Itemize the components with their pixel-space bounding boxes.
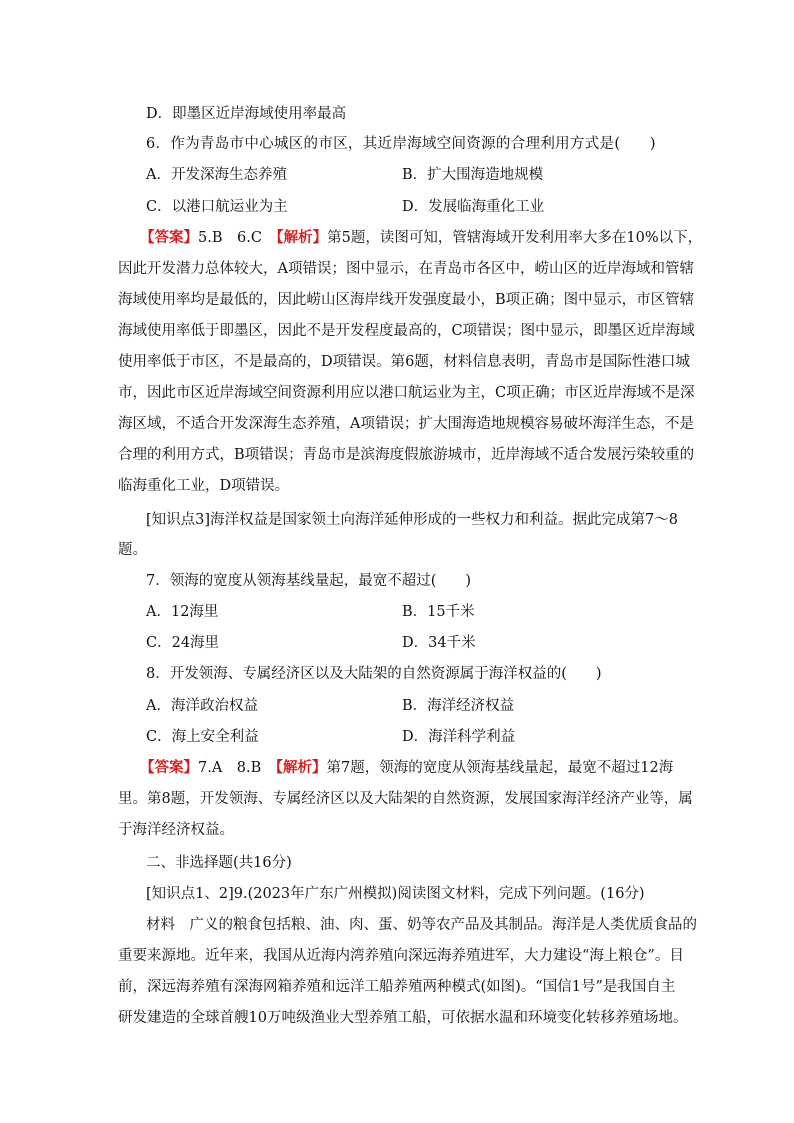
q9-header: [知识点1、2]9.(2023年广东广州模拟)阅读图文材料，完成下列问题。(16分) xyxy=(146,886,645,902)
analysis-line: 因此开发潜力总体较大，A项错误；图中显示，在青岛市各区中，崂山区的近岸海域和管辖 xyxy=(118,261,694,277)
q6-option-b: B．扩大围海造地规模 xyxy=(402,167,544,183)
q8-option-d: D．海洋科学利益 xyxy=(402,729,516,745)
knowledge-point-3: [知识点3]海洋权益是国家领土向海洋延伸形成的一些权力和利益。据此完成第7～8 xyxy=(146,512,678,528)
answer-tag: 【答案】 xyxy=(140,759,198,776)
analysis-line: 使用率低于市区，不是最高的，D项错误。第6题，材料信息表明，青岛市是国际性港口城 xyxy=(118,354,690,370)
answer-7-8-line-1 xyxy=(140,758,700,778)
q6-option-c: C．以港口航运业为主 xyxy=(146,199,288,215)
analysis-line: 于海洋经济权益。 xyxy=(118,822,234,838)
q7-option-d: D．34千米 xyxy=(402,635,476,651)
q9-material-line: 前，深远海养殖有深海网箱养殖和远洋工船养殖两种模式(如图)。“国信1号”是我国自主 xyxy=(118,979,676,995)
analysis-line: 海区域，不适合开发深海生态养殖，A项错误；扩大围海造地规模容易破坏海洋生态，不是 xyxy=(118,416,694,432)
analysis-line: 临海重化工业，D项错误。 xyxy=(118,478,290,494)
q8-option-c: C．海上安全利益 xyxy=(146,729,259,745)
q7-option-c: C．24海里 xyxy=(146,635,220,651)
analysis-line: 里。第8题，开发领海、专属经济区以及大陆架的自然资源，发展国家海洋经济产业等，属 xyxy=(118,791,693,807)
q6-option-d: D．发展临海重化工业 xyxy=(402,199,545,215)
q7-stem: 7．领海的宽度从领海基线量起，最宽不超过( ) xyxy=(146,573,472,589)
q6-stem: 6．作为青岛市中心城区的市区，其近岸海域空间资源的合理利用方式是( ) xyxy=(146,136,656,152)
q6-option-a: A．开发深海生态养殖 xyxy=(146,167,287,183)
q9-material-line: 研发建造的全球首艘10万吨级渔业大型养殖工船，可依据水温和环境变化转移养殖场地。 xyxy=(118,1010,688,1026)
q7-option-b: B．15千米 xyxy=(402,604,475,620)
q5-option-d: D．即墨区近岸海域使用率最高 xyxy=(146,106,347,122)
knowledge-point-3-cont: 题。 xyxy=(118,542,147,558)
analysis-text: 第5题，读图可知，管辖海域开发利用率大多在10%以下， xyxy=(327,230,703,246)
analysis-line: 海域使用率均是最低的，因此崂山区海岸线开发强度最小，B项正确；图中显示，市区管辖 xyxy=(118,292,695,308)
section-heading: 二、非选择题(共16分) xyxy=(146,855,292,871)
q9-material-line: 重要来源地。近年来，我国从近海内湾养殖向深远海养殖进军，大力建设“海上粮仓”。目 xyxy=(118,948,684,964)
analysis-tag: 【解析】 xyxy=(275,759,327,776)
q9-material-line: 材料 广义的粮食包括粮、油、肉、蛋、奶等农产品及其制品。海洋是人类优质食品的 xyxy=(146,917,697,933)
analysis-line: 合理的利用方式，B项错误；青岛市是滨海度假旅游城市，近岸海域不适合发展污染较重的 xyxy=(118,447,695,463)
analysis-line: 市，因此市区近岸海域空间资源利用应以港口航运业为主，C项正确；市区近岸海域不是深 xyxy=(118,385,695,401)
answer-5-6-line-1 xyxy=(140,228,703,248)
answer-tag: 【答案】 xyxy=(140,229,198,246)
analysis-line: 海域使用率低于即墨区，因此不是开发程度最高的，C项错误；图中显示，即墨区近岸海域 xyxy=(118,323,695,339)
analysis-tag: 【解析】 xyxy=(276,229,328,246)
q7-option-a: A．12海里 xyxy=(146,604,219,620)
answer-values: 5.B 6.C xyxy=(198,230,277,246)
q8-stem: 8．开发领海、专属经济区以及大陆架的自然资源属于海洋权益的( ) xyxy=(146,666,602,682)
analysis-text: 第7题，领海的宽度从领海基线量起，最宽不超过12海 xyxy=(326,760,674,776)
q8-option-b: B．海洋经济权益 xyxy=(402,698,515,714)
q8-option-a: A．海洋政治权益 xyxy=(146,698,258,714)
answer-values: 7.A 8.B xyxy=(198,760,276,776)
